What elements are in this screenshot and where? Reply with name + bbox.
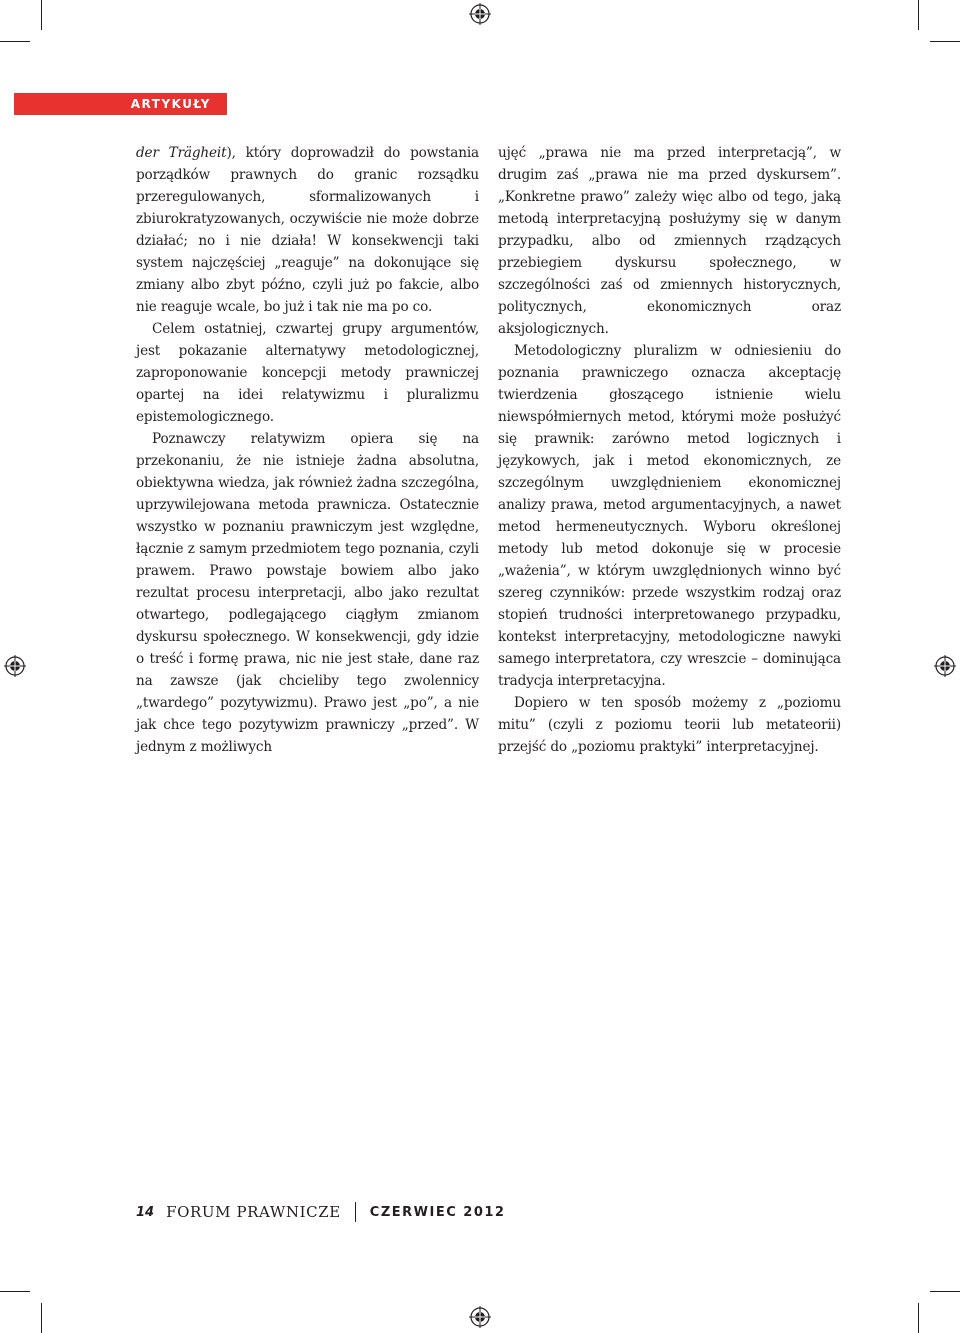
- crop-mark-bottom-right-h: [930, 1291, 960, 1292]
- page-footer: [136, 1202, 505, 1222]
- right-column: [498, 142, 841, 758]
- foreign-phrase: der Trägheit: [136, 145, 227, 161]
- crop-mark-top-right-h: [930, 41, 960, 42]
- crop-mark-top-left-v: [41, 0, 42, 30]
- paragraph-text: ), który doprowadził do powstania porządków prawnych do granic rozsądku przeregulowanych, sformalizowanych i zbiurokratyzowanych, oczywiście nie może dobrze działać; no i nie działa! W konsekwencji taki system najczęściej „reaguje” na dokonujące się zmiany albo zbyt późno, czyli już po fakcie, albo nie reaguje wcale, bo już i tak nie ma po co.: [136, 145, 479, 315]
- registration-mark-right-icon: [934, 655, 956, 677]
- crop-mark-bottom-right-v: [918, 1303, 919, 1333]
- paragraph: Metodologiczny pluralizm w odniesieniu do poznania prawniczego oznacza akceptację twierdzenia głoszącego istnienie wielu niewspółmiernych metod, którymi może posłużyć się prawnik: zarówno metod logicznych i językowych, jak i metod ekonomicznych, ze szczególnym uwzględnieniem ekonomicznej analizy prawa, metod argumentacyjnych, a nawet metod hermeneutycznych. Wyboru określonej metody lub metod dokonuje się w procesie „ważenia”, w którym uwzględnionych winno być szereg czynników: przede wszystkim rodzaj oraz stopień trudności interpretowanego przypadku, kontekst interpretacyjny, metodologiczne nawyki samego interpretatora, czy wreszcie – dominująca tradycja interpretacyjna.: [498, 343, 841, 689]
- registration-mark-bottom-icon: [469, 1306, 491, 1328]
- paragraph: Poznawczy relatywizm opiera się na przekonaniu, że nie istnieje żadna absolutna, obiektywna wiedza, jak również żadna szczególna, uprzywilejowana metoda prawnicza. Ostatecznie wszystko w poznaniu prawniczym jest względne, łącznie z samym przedmiotem tego poznania, czyli prawem. Prawo powstaje bowiem albo jako rezultat procesu interpretacji, albo jako rezultat otwartego, podlegającego ciągłym zmianom dyskursu społecznego. W konsekwencji, gdy idzie o treść i formę prawa, nic nie jest stałe, dane raz na zawsze (jak chcieliby tego zwolennicy „twardego” pozytywizmu). Prawo jest „po”, a nie jak chce tego pozytywizm prawniczy „przed”. W jednym z możliwych: [136, 431, 479, 755]
- left-column: [136, 142, 479, 758]
- crop-mark-top-right-v: [918, 0, 919, 30]
- paragraph: [136, 142, 479, 318]
- crop-mark-bottom-left-h: [0, 1291, 30, 1292]
- paragraph: Celem ostatniej, czwartej grupy argumentów, jest pokazanie alternatywy metodologicznej, zaproponowanie koncepcji metody prawniczej opartej na idei relatywizmu i pluralizmu epistemologicznego.: [136, 321, 479, 425]
- registration-mark-left-icon: [4, 655, 26, 677]
- section-tab: [14, 93, 227, 115]
- paragraph: ujęć „prawa nie ma przed interpretacją”, w drugim zaś „prawa nie ma przed dyskursem”. „Konkretne prawo” zależy więc albo od tego, jaką metodą interpretacyjną posłużymy się w danym przypadku, albo od zmiennych rządzących przebiegiem dyskursu społecznego, w szczególności zaś od zmiennych historycznych, politycznych, ekonomicznych oraz aksjologicznych.: [498, 145, 841, 337]
- paragraph: Dopiero w ten sposób możemy z „poziomu mitu” (czyli z poziomu teorii lub metateorii) przejść do „poziomu praktyki” interpretacyjnej.: [498, 695, 841, 755]
- crop-mark-bottom-left-v: [41, 1303, 42, 1333]
- section-label: ARTYKUŁY: [130, 97, 211, 111]
- footer-divider: [355, 1202, 356, 1222]
- journal-name: FORUM PRAWNICZE: [166, 1203, 341, 1221]
- registration-mark-top-icon: [469, 3, 491, 25]
- page-number: 14: [136, 1204, 155, 1220]
- crop-mark-top-left-h: [0, 41, 30, 42]
- issue-date: CZERWIEC 2012: [369, 1204, 506, 1220]
